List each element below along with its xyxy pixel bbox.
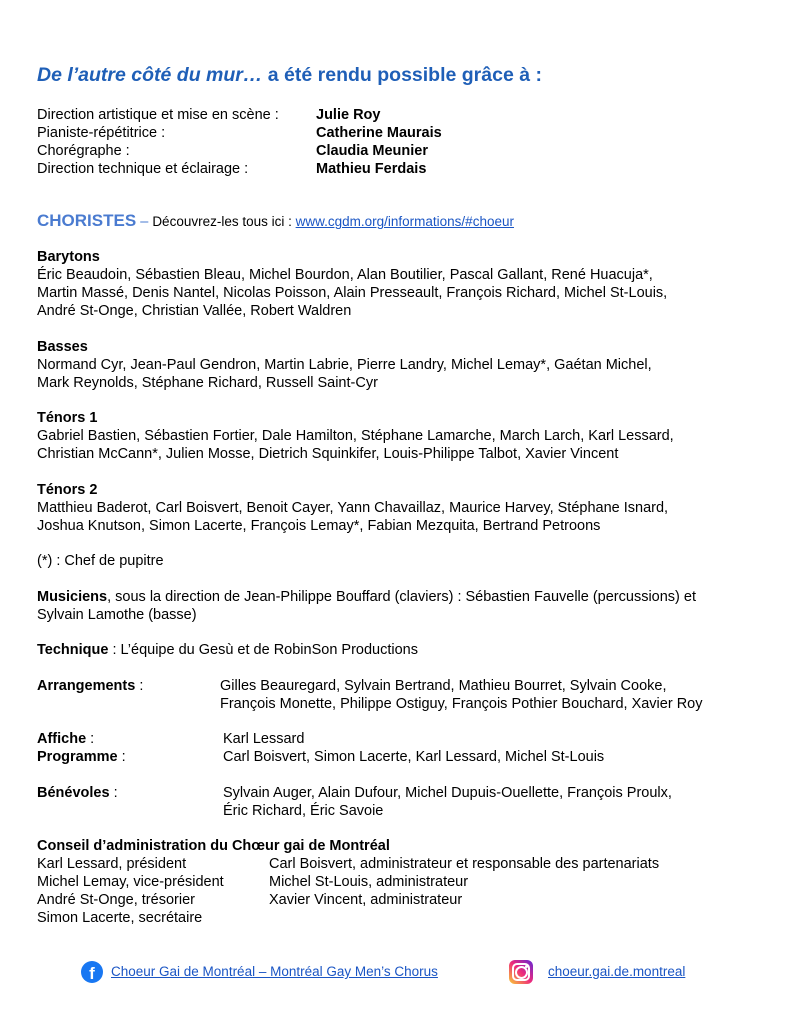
section-line: Normand Cyr, Jean-Paul Gendron, Martin Labrie, Pierre Landry, Michel Lemay*, Gaétan Michel, <box>37 357 652 373</box>
arrangements-line: François Monette, Philippe Ostiguy, François Pothier Bouchard, Xavier Roy <box>220 696 703 712</box>
technique-block <box>37 641 418 659</box>
benevoles-line: Éric Richard, Éric Savoie <box>223 803 384 819</box>
arrangements-label: Arrangements <box>37 678 136 694</box>
footer-links <box>37 960 767 984</box>
section-heading: Ténors 1 <box>37 410 98 426</box>
title-rest: a été rendu possible grâce à : <box>262 64 542 86</box>
affiche-colon: : <box>86 731 95 747</box>
conseil-member: André St-Onge, trésorier <box>37 892 195 908</box>
affiche-value: Karl Lessard <box>223 731 305 747</box>
facebook-icon[interactable]: f <box>81 961 103 983</box>
conseil-heading: Conseil d’administration du Chœur gai de Montréal <box>37 838 390 854</box>
arrangements-line: Gilles Beauregard, Sylvain Bertrand, Mathieu Bourret, Sylvain Cooke, <box>220 678 667 694</box>
section-tenors-1 <box>37 409 674 463</box>
section-line: Joshua Knutson, Simon Lacerte, François Lemay*, Fabian Mezquita, Bertrand Petroons <box>37 518 601 534</box>
programme-colon: : <box>117 749 126 765</box>
section-line: André St-Onge, Christian Vallée, Robert Waldren <box>37 303 352 319</box>
credit-row <box>37 142 442 160</box>
musiciens-line: , sous la direction de Jean-Philippe Bouffard (claviers) : Sébastien Fauvelle (percussions) et <box>107 589 697 605</box>
arrangements-colon: : <box>135 678 144 694</box>
credit-role: Pianiste-répétitrice : <box>37 125 166 141</box>
affiche-programme-block <box>37 730 604 766</box>
credit-row <box>37 160 442 178</box>
arrangements-block <box>37 677 702 713</box>
section-line: Christian McCann*, Julien Mosse, Dietrich Squinkifer, Louis-Philippe Talbot, Xavier Vincent <box>37 446 619 462</box>
conseil-block <box>37 837 659 927</box>
credit-name: Julie Roy <box>316 107 381 123</box>
credit-role: Direction technique et éclairage : <box>37 161 249 177</box>
choristes-dash: – <box>136 214 153 230</box>
choristes-text: Découvrez-les tous ici : <box>152 214 296 229</box>
section-heading: Basses <box>37 339 88 355</box>
programme-value: Carl Boisvert, Simon Lacerte, Karl Lessard, Michel St-Louis <box>223 749 605 765</box>
musiciens-line: Sylvain Lamothe (basse) <box>37 607 197 623</box>
affiche-label: Affiche <box>37 731 87 747</box>
conseil-member: Michel Lemay, vice-président <box>37 874 224 890</box>
credit-name: Mathieu Ferdais <box>316 161 427 177</box>
credit-role: Chorégraphe : <box>37 143 130 159</box>
section-tenors-2 <box>37 481 668 535</box>
section-line: Matthieu Baderot, Carl Boisvert, Benoit Cayer, Yann Chavaillaz, Maurice Harvey, Stéphane Isnard, <box>37 500 669 516</box>
choristes-link[interactable]: www.cgdm.org/informations/#choeur <box>295 214 514 229</box>
section-line: Éric Beaudoin, Sébastien Bleau, Michel Bourdon, Alan Boutilier, Pascal Gallant, René Huacuja*, <box>37 267 653 283</box>
benevoles-label: Bénévoles <box>37 785 110 801</box>
section-line: Gabriel Bastien, Sébastien Fortier, Dale Hamilton, Stéphane Lamarche, March Larch, Karl Lessard, <box>37 428 674 444</box>
section-barytons <box>37 248 667 320</box>
technique-text: : L’équipe du Gesù et de RobinSon Productions <box>108 642 418 658</box>
arrangements-label-wrap <box>37 677 220 713</box>
artistic-credits <box>37 106 442 178</box>
section-line: Martin Massé, Denis Nantel, Nicolas Poisson, Alain Presseault, François Richard, Michel St-Louis, <box>37 285 668 301</box>
facebook-link[interactable]: Choeur Gai de Montréal – Montréal Gay Men’s Chorus <box>111 964 438 979</box>
credit-row <box>37 124 442 142</box>
credit-name: Catherine Maurais <box>316 125 442 141</box>
page-title <box>37 66 542 84</box>
chef-note: (*) : Chef de pupitre <box>37 553 164 569</box>
musiciens-label: Musiciens <box>37 589 108 605</box>
choristes-title: CHORISTES <box>37 211 137 230</box>
conseil-member: Karl Lessard, président <box>37 856 187 872</box>
benevoles-colon: : <box>109 785 118 801</box>
benevoles-line: Sylvain Auger, Alain Dufour, Michel Dupuis-Ouellette, François Proulx, <box>223 785 672 801</box>
credit-name: Claudia Meunier <box>316 143 428 159</box>
technique-label: Technique <box>37 642 109 658</box>
programme-label: Programme <box>37 749 118 765</box>
instagram-link[interactable]: choeur.gai.de.montreal <box>548 964 686 979</box>
conseil-member: Xavier Vincent, administrateur <box>269 892 463 908</box>
instagram-icon[interactable] <box>509 960 533 984</box>
section-heading: Barytons <box>37 249 100 265</box>
benevoles-block <box>37 784 672 820</box>
credit-role: Direction artistique et mise en scène : <box>37 107 279 123</box>
conseil-member: Michel St-Louis, administrateur <box>269 874 469 890</box>
conseil-member: Simon Lacerte, secrétaire <box>37 910 203 926</box>
credit-row <box>37 106 442 124</box>
section-heading: Ténors 2 <box>37 482 98 498</box>
conseil-member: Carl Boisvert, administrateur et responsable des partenariats <box>269 856 660 872</box>
musiciens-block <box>37 588 696 624</box>
section-basses <box>37 338 652 392</box>
choristes-heading <box>37 212 514 231</box>
show-title: De l’autre côté du mur… <box>37 64 263 86</box>
section-line: Mark Reynolds, Stéphane Richard, Russell Saint-Cyr <box>37 375 378 391</box>
